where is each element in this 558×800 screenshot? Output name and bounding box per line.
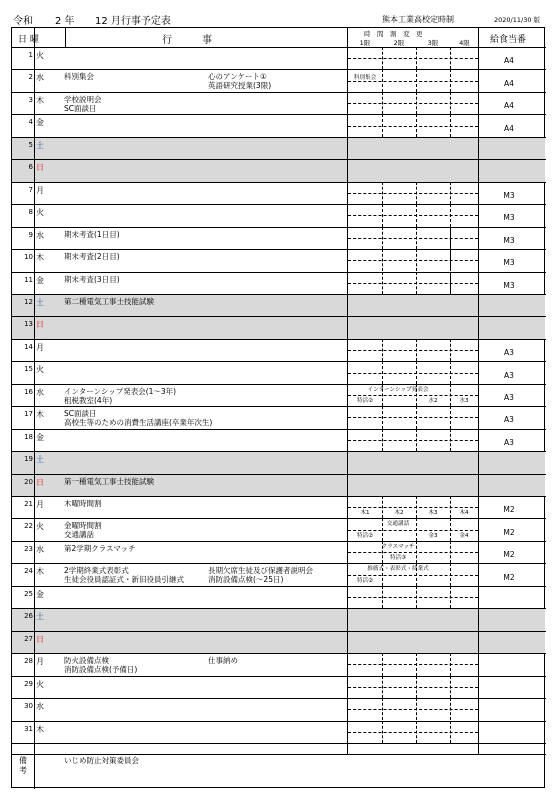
event-text: 消防設備点検(予備日) <box>64 665 138 675</box>
row-divider <box>12 518 546 519</box>
row-divider <box>12 496 546 497</box>
day-row <box>12 69 546 91</box>
day-row <box>12 159 546 181</box>
period-divider <box>416 227 417 249</box>
period-cell: 木1 <box>360 510 370 517</box>
period-divider <box>450 114 451 136</box>
period-cell: 水3 <box>459 397 469 404</box>
day-of-week: 木 <box>36 567 44 577</box>
period-center-line <box>348 732 478 733</box>
day-number: 23 <box>24 544 33 553</box>
row-divider <box>12 316 546 317</box>
period-span-text: インターンシップ発表会 <box>367 386 429 393</box>
period-divider <box>450 361 451 383</box>
row-divider <box>12 182 546 183</box>
period-center-line <box>348 58 478 59</box>
era-label: 令和 <box>13 16 33 27</box>
schedule-change-header: 時 間 割 変 更 <box>364 30 423 38</box>
day-of-week: 月 <box>36 185 44 195</box>
period-span-text: 特活③ <box>389 555 407 562</box>
day-of-week: 月 <box>36 500 44 509</box>
lunch-duty: M2 <box>503 505 515 515</box>
remarks-label <box>16 756 30 776</box>
day-row <box>12 451 546 473</box>
day-of-week: 金 <box>36 275 44 285</box>
row-divider <box>12 272 546 273</box>
day-row <box>12 653 546 675</box>
day-row <box>12 698 546 720</box>
events-column-header: 行 事 <box>162 35 212 46</box>
day-number: 8 <box>28 208 33 217</box>
period-divider <box>416 653 417 675</box>
event-text: インターンシップ発表会(1～3年) <box>64 386 177 396</box>
event-text-secondary: 長期欠席生徒及び保護者説明会 <box>208 566 313 576</box>
row-divider <box>12 137 546 138</box>
day-number: 11 <box>24 275 33 284</box>
period-span-text: 推薦式・表彰式・終業式 <box>367 566 429 573</box>
day-row <box>12 227 546 249</box>
lunch-duty: M2 <box>503 527 515 537</box>
remarks-text: いじめ防止対策委員会 <box>64 756 139 765</box>
day-row <box>12 721 546 743</box>
period-divider <box>416 47 417 69</box>
event-text: 防火設備点検 <box>64 656 109 666</box>
period-cell: 金3 <box>428 532 438 539</box>
row-divider <box>12 249 546 250</box>
period-divider <box>416 406 417 428</box>
day-of-week: 日 <box>36 320 44 330</box>
day-row <box>12 384 546 406</box>
day-of-week: 火 <box>36 51 44 60</box>
period-divider <box>382 698 383 720</box>
day-of-week: 土 <box>36 612 44 622</box>
period-divider <box>382 676 383 698</box>
period-divider <box>382 721 383 743</box>
period-cell: 科別集会 <box>353 74 377 81</box>
period-2-header: 2限 <box>393 39 405 47</box>
day-row <box>12 92 546 114</box>
day-of-week: 金 <box>36 432 44 442</box>
row-divider <box>12 92 546 93</box>
day-of-week: 木 <box>36 724 44 734</box>
day-of-week: 月 <box>36 657 44 667</box>
period-center-line <box>348 440 478 441</box>
period-divider <box>382 182 383 204</box>
period-divider <box>382 406 383 428</box>
period-span-text: 交通講話 <box>386 521 410 528</box>
day-number: 17 <box>24 410 33 419</box>
period-divider <box>450 698 451 720</box>
period-divider <box>382 204 383 226</box>
period-divider <box>382 361 383 383</box>
day-row <box>12 182 546 204</box>
day-number: 24 <box>24 567 33 576</box>
day-of-week: 水 <box>36 702 44 712</box>
period-divider <box>382 69 383 91</box>
day-of-week: 土 <box>36 455 44 465</box>
period-divider <box>382 586 383 608</box>
day-number: 21 <box>24 500 33 508</box>
day-number: 28 <box>24 657 33 666</box>
period-divider <box>450 653 451 675</box>
day-number: 20 <box>24 477 33 486</box>
period-divider <box>416 182 417 204</box>
period-center-line <box>348 283 478 284</box>
day-row <box>12 518 546 540</box>
period-center-line <box>348 664 478 665</box>
period-center-line <box>348 238 478 239</box>
lunch-duty: A3 <box>504 415 514 425</box>
version-date: 2020/11/30 版 <box>494 16 541 24</box>
remarks-label-text: 備考 <box>19 756 27 775</box>
period-divider <box>416 361 417 383</box>
period-divider <box>382 92 383 114</box>
day-row <box>12 316 546 338</box>
day-number: 16 <box>24 387 33 396</box>
event-text: 第2学期クラスマッチ <box>64 543 136 553</box>
day-row <box>12 114 546 136</box>
period-center-line <box>348 260 478 261</box>
period-divider <box>450 204 451 226</box>
period-divider <box>416 204 417 226</box>
day-number: 15 <box>24 365 33 374</box>
event-text: 交通講話 <box>64 530 94 540</box>
day-number: 31 <box>24 724 33 733</box>
day-number: 26 <box>24 612 33 621</box>
row-divider <box>12 361 546 362</box>
period-divider <box>416 586 417 608</box>
row-divider <box>12 743 546 744</box>
day-number: 29 <box>24 679 33 688</box>
event-text: 第二種電気工事士技能試験 <box>64 296 154 306</box>
event-text: 科別集会 <box>64 72 94 82</box>
day-of-week: 火 <box>36 208 44 218</box>
day-row <box>12 339 546 361</box>
event-text: 生徒会役員認証式・新旧役員引継式 <box>64 575 184 585</box>
row-divider <box>12 653 546 654</box>
row-divider <box>12 474 546 475</box>
lunch-duty: M3 <box>503 213 515 223</box>
lunch-duty: A4 <box>504 101 514 111</box>
day-number: 2 <box>28 73 33 82</box>
period-center-line <box>348 687 478 688</box>
period-divider <box>416 339 417 361</box>
day-of-week: 水 <box>36 544 44 554</box>
period-divider <box>416 698 417 720</box>
day-number: 1 <box>28 51 33 59</box>
day-row <box>12 294 546 316</box>
period-cell: 水2 <box>428 397 438 404</box>
lunch-column-header: 給食当番 <box>490 35 527 45</box>
row-divider <box>12 69 546 70</box>
period-divider <box>450 676 451 698</box>
day-of-week: 土 <box>36 297 44 307</box>
day-row <box>12 406 546 428</box>
event-text-secondary: 消防設備点検(～25日) <box>208 575 284 585</box>
event-text: 租税教室(4年) <box>64 395 113 405</box>
period-divider <box>450 92 451 114</box>
event-text: 学校説明会 <box>64 94 102 104</box>
period-divider <box>450 339 451 361</box>
period-divider <box>416 249 417 271</box>
day-number: 3 <box>28 95 33 104</box>
period-cell: 木4 <box>459 510 469 517</box>
period-divider <box>450 249 451 271</box>
day-row <box>12 608 546 630</box>
lunch-duty: A3 <box>504 370 514 380</box>
day-of-week: 火 <box>36 679 44 689</box>
day-number: 12 <box>24 297 33 306</box>
lunch-duty: A3 <box>504 392 514 402</box>
period-divider <box>382 47 383 69</box>
day-row <box>12 586 546 608</box>
lunch-duty: M3 <box>503 280 515 290</box>
lunch-duty: M3 <box>503 190 515 200</box>
period-divider <box>416 676 417 698</box>
event-text: 期末考査(3日目) <box>64 274 120 284</box>
period-center-line <box>348 81 478 82</box>
day-of-week: 水 <box>36 230 44 240</box>
year-label: 2 年 <box>55 16 75 27</box>
row-divider <box>12 451 546 452</box>
day-number: 18 <box>24 432 33 441</box>
period-divider <box>416 114 417 136</box>
period-divider <box>416 429 417 451</box>
event-text: 第一種電気工事士技能試験 <box>64 476 154 486</box>
period-divider <box>416 721 417 743</box>
day-of-week: 金 <box>36 589 44 599</box>
school-name: 熊本工業高校定時制 <box>382 15 454 24</box>
day-of-week: 木 <box>36 253 44 263</box>
day-number: 14 <box>24 342 33 351</box>
period-1-header: 1限 <box>359 39 371 47</box>
day-number: 13 <box>24 320 33 329</box>
day-of-week: 日 <box>36 634 44 644</box>
row-divider <box>12 159 546 160</box>
day-row <box>12 474 546 496</box>
period-cell: 木3 <box>428 510 438 517</box>
schedule-table <box>11 27 545 788</box>
row-divider <box>12 608 546 609</box>
period-divider <box>416 92 417 114</box>
period-center-line <box>348 126 478 127</box>
period-cell: 木2 <box>394 510 404 517</box>
day-row <box>12 249 546 271</box>
event-text-secondary: 仕事納め <box>208 656 238 666</box>
row-divider <box>12 541 546 542</box>
event-text: SC面談日 <box>64 409 97 419</box>
row-divider <box>12 631 546 632</box>
period-divider <box>450 721 451 743</box>
row-divider <box>12 563 546 564</box>
period-center-line <box>348 350 478 351</box>
day-row <box>12 541 546 563</box>
period-divider <box>450 563 451 585</box>
day-number: 7 <box>28 185 33 194</box>
row-divider <box>12 227 546 228</box>
day-number: 27 <box>24 634 33 643</box>
period-4-header: 4限 <box>459 39 470 47</box>
day-number: 25 <box>24 589 33 598</box>
row-divider <box>12 294 546 295</box>
day-row <box>12 204 546 226</box>
day-number: 10 <box>24 253 33 262</box>
day-of-week: 火 <box>36 522 44 532</box>
event-text: 2学期終業式表彰式 <box>64 566 129 576</box>
period-center-line <box>348 103 478 104</box>
event-text: 期末考査(1日目) <box>64 229 120 239</box>
period-divider <box>450 541 451 563</box>
day-row <box>12 631 546 653</box>
period-cell: 特活② <box>356 397 374 404</box>
day-number: 19 <box>24 455 33 464</box>
lunch-duty: A3 <box>504 437 514 447</box>
period-divider <box>416 69 417 91</box>
period-center-line <box>348 373 478 374</box>
lunch-duty: M2 <box>503 550 515 560</box>
day-row <box>12 272 546 294</box>
period-cell: 特活② <box>356 532 374 539</box>
period-divider <box>450 47 451 69</box>
day-number: 30 <box>24 702 33 711</box>
period-divider <box>382 249 383 271</box>
row-divider <box>12 384 546 385</box>
day-of-week: 土 <box>36 140 44 150</box>
period-divider <box>382 339 383 361</box>
row-divider <box>12 204 546 205</box>
page-title: 12 月行事予定表 <box>95 16 171 27</box>
day-number: 5 <box>28 140 33 149</box>
day-of-week: 木 <box>36 410 44 420</box>
day-of-week: 月 <box>36 342 44 352</box>
event-text: 木曜時間割 <box>64 499 102 508</box>
event-text: 金曜時間割 <box>64 521 102 531</box>
day-of-week: 金 <box>36 118 44 128</box>
period-span-text: クラスマッチ <box>381 543 415 550</box>
period-divider <box>450 227 451 249</box>
page-header <box>0 0 558 30</box>
day-row <box>12 47 546 69</box>
event-text: 期末考査(2日目) <box>64 252 120 262</box>
period-divider <box>382 653 383 675</box>
lunch-duty: M3 <box>503 235 515 245</box>
day-of-week: 日 <box>36 163 44 173</box>
day-of-week: 水 <box>36 73 44 83</box>
day-number: 6 <box>28 163 33 172</box>
event-text-secondary: 英語研究授業(3限) <box>208 81 272 91</box>
date-column-header: 日 曜 <box>18 35 39 45</box>
period-divider <box>382 429 383 451</box>
day-row <box>12 361 546 383</box>
period-divider <box>450 182 451 204</box>
lunch-duty: M3 <box>503 258 515 268</box>
row-divider <box>12 676 546 677</box>
lunch-duty: A4 <box>504 123 514 133</box>
header-divider <box>65 28 66 48</box>
period-divider <box>450 429 451 451</box>
row-divider <box>12 586 546 587</box>
row-divider <box>12 339 546 340</box>
day-number: 9 <box>28 230 33 239</box>
period-3-header: 3限 <box>427 39 439 47</box>
lunch-duty: A4 <box>504 78 514 88</box>
period-center-line <box>348 709 478 710</box>
row-divider <box>12 698 546 699</box>
day-number: 4 <box>28 118 33 127</box>
period-divider <box>416 272 417 294</box>
row-divider <box>12 721 546 722</box>
period-divider <box>382 114 383 136</box>
row-divider <box>12 429 546 430</box>
period-center-line <box>348 417 478 418</box>
period-center-line <box>348 193 478 194</box>
day-of-week: 火 <box>36 365 44 375</box>
period-divider <box>382 227 383 249</box>
event-text: 高校生等のための消費生活講座(卒業年次生) <box>64 418 213 428</box>
event-text: SC面談日 <box>64 103 97 113</box>
day-row <box>12 496 546 518</box>
lunch-duty: M2 <box>503 572 515 582</box>
day-row <box>12 429 546 451</box>
day-number: 22 <box>24 522 33 531</box>
event-text-secondary: 心のアンケート① <box>208 72 267 82</box>
day-of-week: 日 <box>36 477 44 487</box>
day-row <box>12 676 546 698</box>
period-divider <box>450 272 451 294</box>
period-cell: 特活② <box>356 577 374 584</box>
period-divider <box>382 272 383 294</box>
day-of-week: 水 <box>36 387 44 397</box>
day-of-week: 木 <box>36 95 44 105</box>
day-row <box>12 137 546 159</box>
day-row <box>12 563 546 585</box>
period-divider <box>450 69 451 91</box>
lunch-duty: A3 <box>504 348 514 358</box>
period-divider <box>450 586 451 608</box>
period-divider <box>450 406 451 428</box>
lunch-duty: A4 <box>504 56 514 66</box>
period-center-line <box>348 215 478 216</box>
period-center-line <box>348 597 478 598</box>
row-divider <box>12 406 546 407</box>
period-cell: 金4 <box>459 532 469 539</box>
row-divider <box>12 114 546 115</box>
